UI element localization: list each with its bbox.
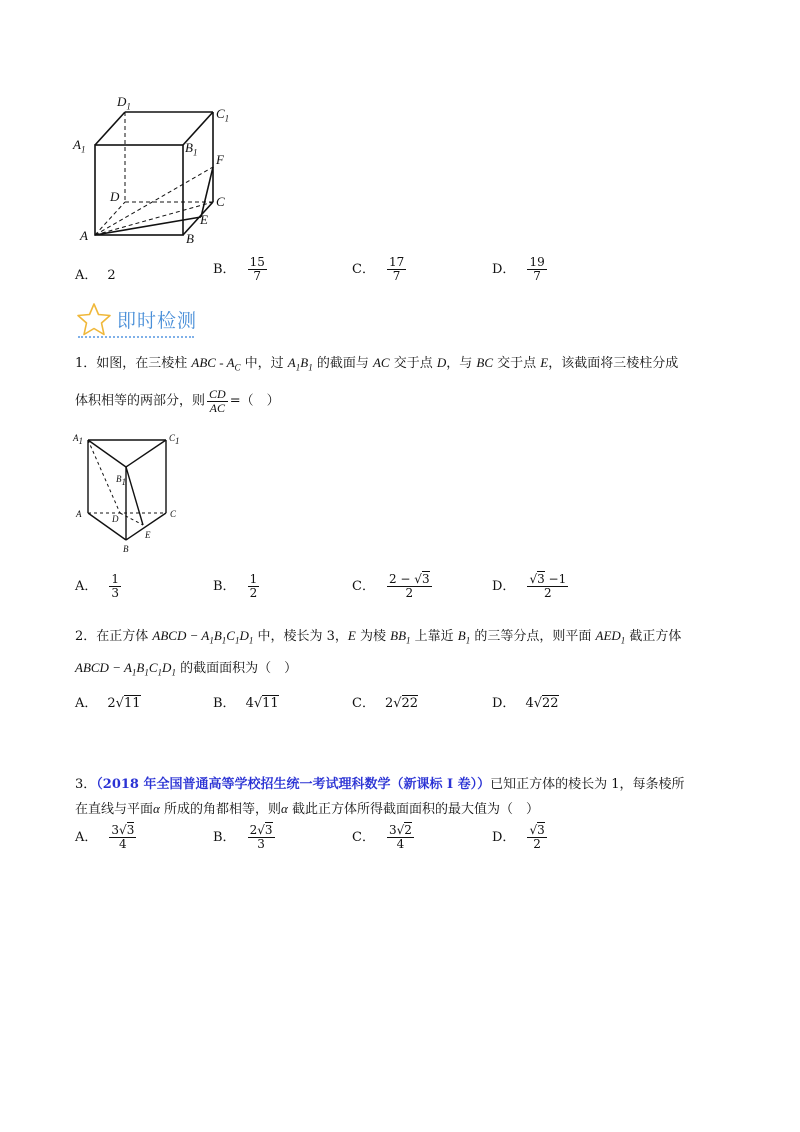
q2-option-d[interactable]: D． 4√22 — [492, 696, 559, 711]
prism-label-D: D — [112, 514, 119, 524]
label-F: F — [216, 152, 224, 167]
prev-option-a[interactable]: A． 2 — [75, 268, 116, 283]
prism-label-E: E — [145, 530, 151, 540]
prev-option-d[interactable]: D． $\frac{19}{7}$ — [492, 255, 545, 283]
q3-option-a[interactable]: A． $\frac{3√3}{4}$ — [75, 823, 135, 851]
q3-option-d[interactable]: D． $\frac{√3}{2}$ — [492, 823, 545, 851]
q1-line2: 体积相等的两部分，则 $\frac{CD}{AC}$ =（ ） — [75, 387, 280, 415]
label-D1: $D_1$ — [117, 94, 131, 112]
q3-line1: 3．（2018 年全国普通高等学校招生统一考试理科数学（新课标 I 卷））已知正方体的棱长为 1，每条棱所 — [75, 777, 685, 792]
prism-label-A1: $A_1$ — [73, 433, 83, 446]
prism-label-C: C — [170, 509, 177, 519]
q1-option-c[interactable]: C． $\frac{2 - √3}{2}$ — [352, 572, 430, 600]
q2-option-a[interactable]: A． 2√11 — [75, 696, 141, 711]
label-B1: $B_1$ — [185, 140, 198, 158]
star-icon — [76, 302, 112, 336]
q2-option-c[interactable]: C． 2√22 — [352, 696, 419, 711]
prev-option-b[interactable]: B． $\frac{15}{7}$ — [213, 255, 265, 283]
q3-option-b[interactable]: B． $\frac{2√3}{3}$ — [213, 823, 273, 851]
prism-label-B1: $B_1$ — [116, 474, 126, 487]
prism-label-C1: $C_1$ — [169, 433, 180, 446]
q1-line1: 1．如图，在三棱柱 ABC - $A_C$ 中，过 $A_1B_1$ 的截面与 AC 交于点 D，与 BC 交于点 E，该截面将三棱柱分成 — [75, 355, 679, 373]
prism-label-B: B — [123, 544, 129, 554]
label-A: A — [80, 228, 88, 243]
q1-option-d[interactable]: D． $\frac{√3 -1}{2}$ — [492, 572, 567, 600]
q2-option-b[interactable]: B． 4√11 — [213, 696, 279, 711]
label-C1: $C_1$ — [216, 106, 230, 124]
q2-line2: ABCD − $A_1B_1C_1D_1$ 的截面面积为（ ） — [75, 660, 298, 678]
section-underline — [78, 336, 194, 338]
prism-label-A: A — [76, 509, 82, 519]
q3-source: （2018 年全国普通高等学校招生统一考试理科数学（新课标 I 卷）） — [96, 777, 491, 792]
label-E: E — [200, 212, 208, 227]
q3-option-c[interactable]: C． $\frac{3√2}{4}$ — [352, 823, 412, 851]
q3-line2: 在直线与平面α 所成的角都相等，则α 截此正方体所得截面面积的最大值为（ ） — [75, 801, 539, 817]
label-D: D — [110, 189, 120, 204]
q1-option-a[interactable]: A． $\frac{1}{3}$ — [75, 572, 120, 600]
q1-option-b[interactable]: B． $\frac{1}{2}$ — [213, 572, 258, 600]
q2-line1: 2．在正方体 ABCD − $A_1B_1C_1D_1$ 中，棱长为 3，E 为棱 $BB_1$ 上靠近 $B_1$ 的三等分点，则平面 $AED_1$ 截正方体 — [75, 628, 682, 646]
prism-figure — [70, 430, 190, 560]
label-C: C — [216, 194, 225, 209]
label-A1: $A_1$ — [73, 137, 86, 155]
label-B: B — [186, 231, 194, 246]
prev-option-c[interactable]: C． $\frac{17}{7}$ — [352, 255, 405, 283]
section-title: 即时检测 — [117, 310, 198, 332]
